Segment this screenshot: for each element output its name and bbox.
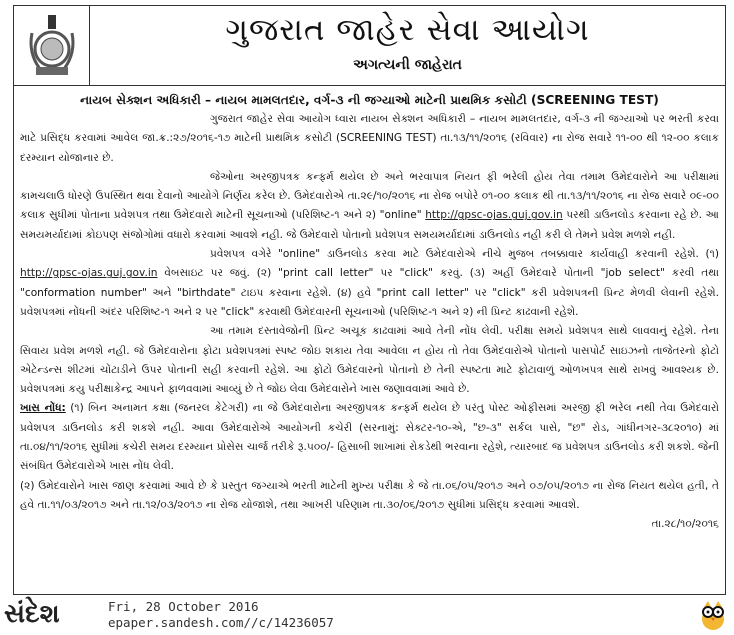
page-title: ગુજરાત જાહેર સેવા આયોગ	[225, 12, 590, 48]
paragraph-note	[20, 399, 719, 476]
paragraph-3-text: પ્રવેશપત્ર વગેરે "online" ડાઉનલોડ કરવા માટે ઉમેદવારોએ નીચે મુજબ તબક્કાવાર કાર્યવાહી કરવાની રહેશે. (૧)	[210, 248, 719, 261]
gpsc-emblem-icon	[14, 6, 90, 85]
notice-header	[14, 6, 725, 86]
ojas-link[interactable]: http://gpsc-ojas.guj.gov.in	[20, 267, 158, 280]
epaper-url[interactable]: epaper.sandesh.com//c/14236057	[108, 615, 334, 630]
notice-heading: નાયબ સેક્શન અધિકારી – નાયબ મામલતદાર, વર્ગ-૩ ની જગ્યાઓ માટેની પ્રાથમિક કસોટી (SCREENING TEST)	[80, 93, 659, 107]
notice-date: તા.૨૮/૧૦/૨૦૧૬	[651, 518, 719, 531]
owl-glasses-icon	[698, 599, 728, 635]
paragraph-3-text-end: વેબસાઇટ પર જવું. (૨) "print call letter" પર "click" કરવું. (૩) અહીં ઉમેદવારે પોતાની "job select" કરવી તથા "conformation number" અને "birthdate" ટાઇપ કરવાના રહેશે. (૪) હવે "print call letter" પર "click" કરી પ્રવેશપત્રની પ્રિન્ટ મેળવી લેવાની રહેશે. પ્રવેશપત્રમાં નોંધની અંદર પરિશિષ્ટ-૧ અને ૨ પર "click" કરવાથી ઉમેદવારની સૂચનાઓ (પરિશિષ્ટ-૧ અને ૨) ની પ્રિન્ટ કાઢવાની રહેશે.	[20, 267, 719, 318]
ojas-link[interactable]: http://gpsc-ojas.guj.gov.in	[425, 209, 563, 222]
paragraph-1: ગુજરાત જાહેર સેવા આયોગ ધ્વારા નાયબ સેક્શન અધિકારી – નાયબ મામલતદાર, વર્ગ-૩ ની જગ્યાઓ પર ભરતી કરવા માટે પ્રસિદ્ધ કરવામાં આવેલ જા.ક્ર.:૨૭/૨૦૧૬-૧૭ માટેની પ્રાથમિક કસોટી (SCREENING TEST) તા.૧૩/૧૧/૨૦૧૬ (રવિવાર) ના રોજ સવારે ૧૧-૦૦ થી ૧૨-૦૦ કલાક દરમ્યાન યોજાનાર છે.	[20, 113, 719, 164]
paragraph-2	[20, 168, 719, 245]
note-text: (૧) બિન અનામત કક્ષા (જનરલ કેટેગરી) ના જે ઉમેદવારોના અરજીપત્રક કન્ફર્મ થયેલ છે પરંતુ પોસ્ટ ઓફીસમાં અરજી ફી ભરેલ નથી તેવા ઉમેદવારો પ્રવેશપત્ર ડાઉનલોડ કરી શકશે નહી. આવા ઉમેદવારોએ આયોગની કચેરી (સરનામું: સેક્ટર-૧૦-એ, "છ-૩" સર્કલ પાસે, "છ" રોડ, ગાંધીનગર-૩૮૨૦૧૦) માં તા.૦૪/૧૧/૨૦૧૬ સુધીમાં કચેરી સમય દરમ્યાન પ્રોસેસ ચાર્જ તરીકે રૂ.૫૦૦/- હિસાબી શાખામાં રોકડેથી ભરવાના રહેશે, ત્યારબાદ જ પ્રવેશપત્ર ડાઉનલોડ કરી શકશે. જેની સંબંધિત ઉમેદવારોએ ખાસ નોંધ લેવી.	[20, 402, 719, 473]
sandesh-logo: સંદેશ	[4, 599, 60, 629]
note-label: ખાસ નોંધ:	[20, 402, 66, 415]
paragraph-2-text: જેઓના અરજીપત્રક કન્ફર્મ થયેલ છે અને ભરવાપાત્ર નિયત ફી ભરેલી હોય તેવા તમામ ઉમેદવારોને આ પરીક્ષામાં કામચલાઉ ધોરણે ઉપસ્થિત થવા દેવાનો આયોગે નિર્ણય કરેલ છે. ઉમેદવારોએ તા.૨૯/૧૦/૨૦૧૬ ના રોજ બપોરે ૦૧-૦૦ કલાક થી તા.૧૩/૧૧/૨૦૧૬ ના રોજ સવારે ૦૯-૦૦ કલાક સુધીમાં પોતાના પ્રવેશપત્ર તથા ઉમેદવારો માટેની સૂચનાઓ (પરિશિષ્ટ-૧ અને ૨) "online"	[20, 170, 719, 222]
paragraph-4: આ તમામ દસ્તાવેજોની પ્રિન્ટ અચૂક કાઢવામાં આવે તેની નોંધ લેવી. પરીક્ષા સમયે પ્રવેશપત્ર સાથે લાવવાનું રહેશે. તેના સિવાય પ્રવેશ મળશે નહી. જે ઉમેદવારોના ફોટા પ્રવેશપત્રમાં સ્પષ્ટ જોઇ શકાય તેવા આવેલા ન હોય તો તેવા ઉમેદવારોએ પોતાનો પાસપોર્ટ સાઇઝનો તાજેતરનો ફોટો એટેન્ડન્સ શીટમાં ચોંટાડીને ઉપર પોતાની સહી કરવાની રહેશે. આ ફોટો ઉમેદવારનો પોતાનો છે તેની સ્પષ્ટતા માટે ફોટાવાળું ઓળખપત્ર સાથે રાખવું આવશ્યક છે. પ્રવેશપત્રમાં કયુ પરીક્ષાકેન્દ્ર આપને ફાળવવામાં આવ્યું છે તે જોઇ લેવા ઉમેદવારોને ખાસ જણાવવામાં આવે છે.	[20, 325, 719, 396]
paragraph-2-text-end: પરથી ડાઉનલોડ કરવાના રહે છે. આ સમયમર્યાદામાં કોઇપણ સંજોગોમાં વધારો કરવામાં આવશે નહી. જે ઉમેદવારો પોતાનો પ્રવેશપત્ર સમયમર્યાદામાં ડાઉનલોડ નહી કરી લે તેમને પ્રવેશ મળશે નહી.	[20, 209, 719, 241]
edition-date: Fri, 28 October 2016	[108, 599, 259, 614]
notice	[13, 5, 726, 595]
epaper-footer	[0, 597, 734, 635]
paragraph-6: (૨) ઉમેદવારોને ખાસ જાણ કરવામાં આવે છે કે પ્રસ્તુત જગ્યાએ ભરતી માટેની મુખ્ય પરીક્ષા કે જે તા.૦૬/૦૫/૨૦૧૭ અને ૦૭/૦૫/૨૦૧૭ ના રોજ નિયત થયેલ હતી, તે હવે તા.૧૧/૦૩/૨૦૧૭ અને તા.૧૨/૦૩/૨૦૧૭ ના રોજ યોજાશે, તથા આખરી પરિણામ તા.૩૦/૦૬/૨૦૧૭ સુધીમાં પ્રસિદ્ધ કરવામાં આવશે.	[20, 479, 719, 511]
page-subtitle: અગત્યની જાહેરાત	[353, 57, 462, 73]
paragraph-3	[20, 245, 719, 322]
notice-body	[14, 86, 725, 535]
